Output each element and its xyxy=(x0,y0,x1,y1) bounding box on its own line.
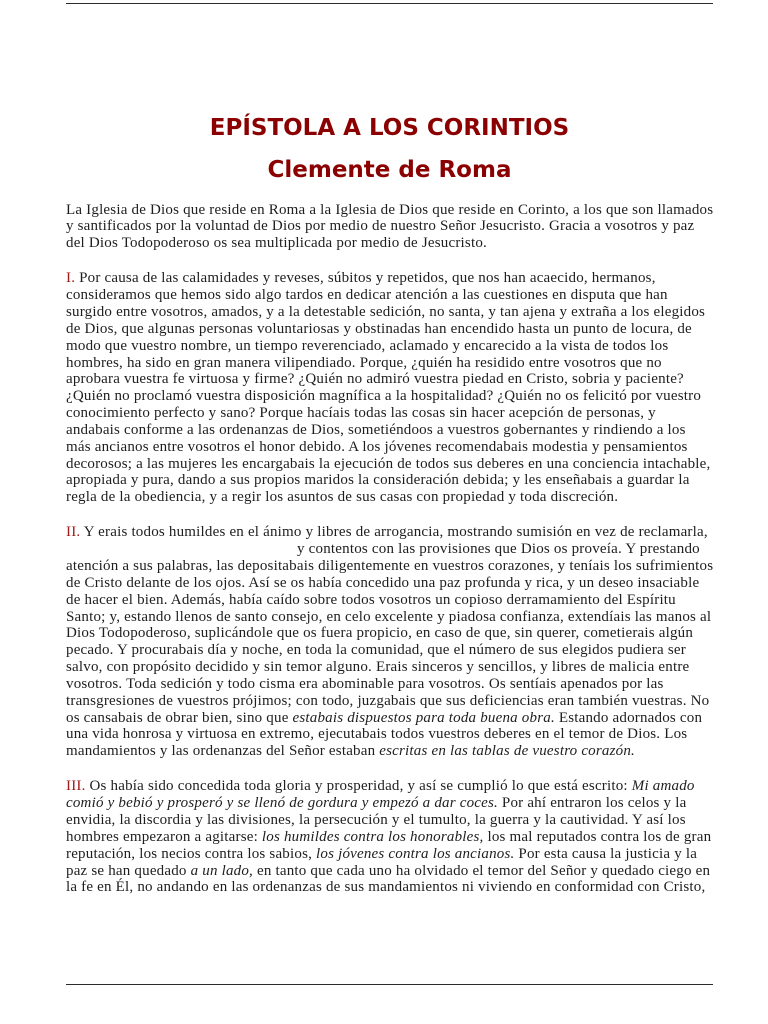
emphasis-text: escritas en las tablas de vuestro corazón. xyxy=(379,743,636,760)
text-line xyxy=(66,489,746,506)
text-segment: regla de la obediencia, y a regir los asuntos de sus casas con propiedad y toda discreción. xyxy=(66,489,619,506)
text-line xyxy=(66,304,746,321)
text-segment: Y erais todos humildes en el ánimo y libres de arrogancia, mostrando sumisión en vez de reclamarla, xyxy=(83,524,708,541)
text-line xyxy=(66,338,746,355)
text-segment: la fe en Él, no andando en las ordenanzas de sus mandamientos ni viviendo en conformidad con Cristo, xyxy=(66,879,706,896)
text-segment: envidia, la discordia y las divisiones, la persecución y el tumulto, la guerra y la cautividad. Y así los xyxy=(66,812,686,828)
text-line xyxy=(66,726,746,743)
document-body xyxy=(66,202,746,915)
text-segment: hombres empezaron a agitarse: xyxy=(66,828,262,845)
text-line xyxy=(66,287,746,304)
text-segment: paz se han quedado xyxy=(66,862,191,879)
emphasis-text: a un lado, xyxy=(190,862,254,879)
text-line xyxy=(66,863,746,880)
text-segment: modo que vuestro nombre, un tiempo reverenciado, aclamado y encarecido a la vista de todos los xyxy=(66,337,669,354)
text-line xyxy=(66,676,746,693)
text-line xyxy=(66,405,746,422)
text-line xyxy=(66,218,746,235)
top-rule xyxy=(66,3,713,4)
text-line xyxy=(66,439,746,456)
text-segment: y contentos con las provisiones que Dios os proveía. Y prestando xyxy=(297,541,700,558)
text-segment: de Dios, que algunas personas voluntariosas y obstinadas han encendido hasta un punto de locura, de xyxy=(66,320,692,337)
section-numeral: II. xyxy=(66,524,81,541)
text-segment: aprobara vuestra fe virtuosa y firme? ¿Quién no admiró vuestra piedad en Cristo, sobria y paciente? xyxy=(66,371,684,388)
text-segment: apropiada y pura, dando a sus propios maridos la consideración debida; y les enseñabais a guardar la xyxy=(66,472,690,489)
text-segment: Por esta causa la justicia y la xyxy=(514,845,698,862)
text-segment: de Cristo delante de los ojos. Así se os había concedido una paz profunda y rica, y un deseo insaciable xyxy=(66,574,700,591)
text-line xyxy=(66,355,746,372)
text-line xyxy=(66,795,746,812)
text-segment: Santo; y, estando llenos de santo consejo, en celo excelente y piadosa confianza, extendíais las manos al xyxy=(66,608,712,625)
text-line xyxy=(66,558,746,575)
text-segment: conocimiento perfecto y sano? Porque hacíais todas las cosas sin hacer acepción de personas, y xyxy=(66,405,656,422)
paragraph xyxy=(66,270,746,506)
emphasis-text: comió y bebió y prosperó y se llenó de gordura y empezó a dar coces. xyxy=(66,795,498,812)
emphasis-text: Mi amado xyxy=(631,778,695,795)
text-line xyxy=(66,321,746,338)
text-line xyxy=(66,388,746,405)
text-segment: salvo, con propósito decidido y sin temor alguno. Erais sinceros y sencillos, y libres de malicia entre xyxy=(66,659,690,676)
text-line xyxy=(66,625,746,642)
text-segment: Por causa de las calamidades y reveses, súbitos y repetidos, que nos han acaecido, hermanos, xyxy=(79,270,656,287)
text-segment: reputación, los necios contra los sabios, xyxy=(66,845,317,862)
document-subtitle: Clemente de Roma xyxy=(267,157,512,183)
text-line xyxy=(66,202,746,219)
text-segment: transgresiones de vuestros prójimos; con todo, juzgabais que sus deficiencias eran también vuestras. No xyxy=(66,692,710,709)
text-line xyxy=(66,456,746,473)
text-line xyxy=(66,693,746,710)
text-segment: consideramos que hemos sido algo tardos en dedicar atención a las cuestiones en disputa que han xyxy=(66,287,668,304)
text-line xyxy=(66,778,746,795)
text-segment: Dios Todopoderoso, suplicándole que os fuera propicio, en caso de que, sin querer, cometierais algún xyxy=(66,625,694,642)
text-line xyxy=(66,710,746,727)
text-line xyxy=(66,829,746,846)
text-segment: Os había sido concedida toda gloria y prosperidad, y así se cumplió lo que está escrito: xyxy=(89,778,632,795)
text-segment: una vida honrosa y virtuosa en extremo, ejecutabais todos vuestros deberes en el temor de Dios. Los xyxy=(66,726,688,743)
text-segment: ¿Quién no proclamó vuestra disposición magnífica a la hospitalidad? ¿Quién no os felicitó por vuestro xyxy=(66,388,702,405)
text-segment: pecado. Y procurabais día y noche, en toda la comunidad, que el número de sus elegidos pudiera ser xyxy=(66,642,686,659)
document-title: EPÍSTOLA A LOS CORINTIOS xyxy=(209,115,570,141)
text-line xyxy=(66,659,746,676)
text-line xyxy=(66,743,746,760)
bottom-rule xyxy=(66,984,713,985)
emphasis-text: estabais dispuestos para toda buena obra. xyxy=(292,709,555,726)
text-line xyxy=(66,575,746,592)
paragraph xyxy=(66,778,746,896)
text-segment: en tanto que cada uno ha olvidado el temor del Señor y quedado ciego en xyxy=(253,862,711,879)
text-segment: La Iglesia de Dios que reside en Roma a la Iglesia de Dios que reside en Corinto, a los que son llamados xyxy=(66,201,714,218)
text-segment: vosotros. Toda sedición y todo cisma era abominable para vosotros. Os sentíais apenados por las xyxy=(66,675,664,692)
text-line xyxy=(66,541,746,558)
emphasis-text: los jóvenes contra los ancianos. xyxy=(316,845,515,862)
text-segment: atención a sus palabras, las depositabais diligentemente en vuestros corazones, y teníais los sufrimientos xyxy=(66,558,714,574)
text-segment: los mal reputados contra los de gran xyxy=(483,828,712,845)
text-segment: más ancianos entre vosotros el honor debido. A los jóvenes recomendabais modestia y pensamientos xyxy=(66,438,688,455)
text-line xyxy=(66,270,746,287)
text-segment: surgido entre vosotros, amados, y a la detestable sedición, no santa, y tan ajena y extraña a los elegidos xyxy=(66,304,706,320)
text-line xyxy=(66,422,746,439)
text-line xyxy=(66,524,746,541)
text-line xyxy=(66,472,746,489)
text-segment: de hacer el bien. Además, había caído sobre todos vosotros un copioso derramamiento del Espíritu xyxy=(66,591,676,608)
text-segment: Estando adornados con xyxy=(554,709,703,726)
text-line xyxy=(66,609,746,626)
section-numeral: III. xyxy=(66,778,86,795)
text-line xyxy=(66,235,746,252)
text-segment: Por ahí entraron los celos y la xyxy=(497,795,687,812)
paragraph xyxy=(66,202,746,253)
text-segment: mandamientos y las ordenanzas del Señor estaban xyxy=(66,743,380,760)
text-segment: y santificados por la voluntad de Dios por medio de nuestro Señor Jesucristo. Gracia a vosotros y paz xyxy=(66,218,695,235)
text-segment: hombres, ha sido en gran manera vilipendiado. Porque, ¿quién ha residido entre vosotros que no xyxy=(66,354,662,371)
text-line xyxy=(66,846,746,863)
text-line xyxy=(66,642,746,659)
text-line xyxy=(66,371,746,388)
text-segment: andabais conforme a las ordenanzas de Dios, sometiéndoos a vuestros gobernantes y rindiendo a los xyxy=(66,421,686,438)
paragraph xyxy=(66,524,746,760)
text-line xyxy=(66,812,746,829)
text-segment: decorosos; a las mujeres les encargabais la ejecución de todos sus deberes en una conciencia intachable, xyxy=(66,455,711,472)
text-line xyxy=(66,592,746,609)
text-line xyxy=(66,879,746,896)
section-numeral: I. xyxy=(66,270,76,287)
text-segment: os cansabais de obrar bien, sino que xyxy=(66,709,293,726)
emphasis-text: los humildes contra los honorables, xyxy=(261,828,484,845)
text-segment: del Dios Todopoderoso os sea multiplicada por medio de Jesucristo. xyxy=(66,235,487,252)
